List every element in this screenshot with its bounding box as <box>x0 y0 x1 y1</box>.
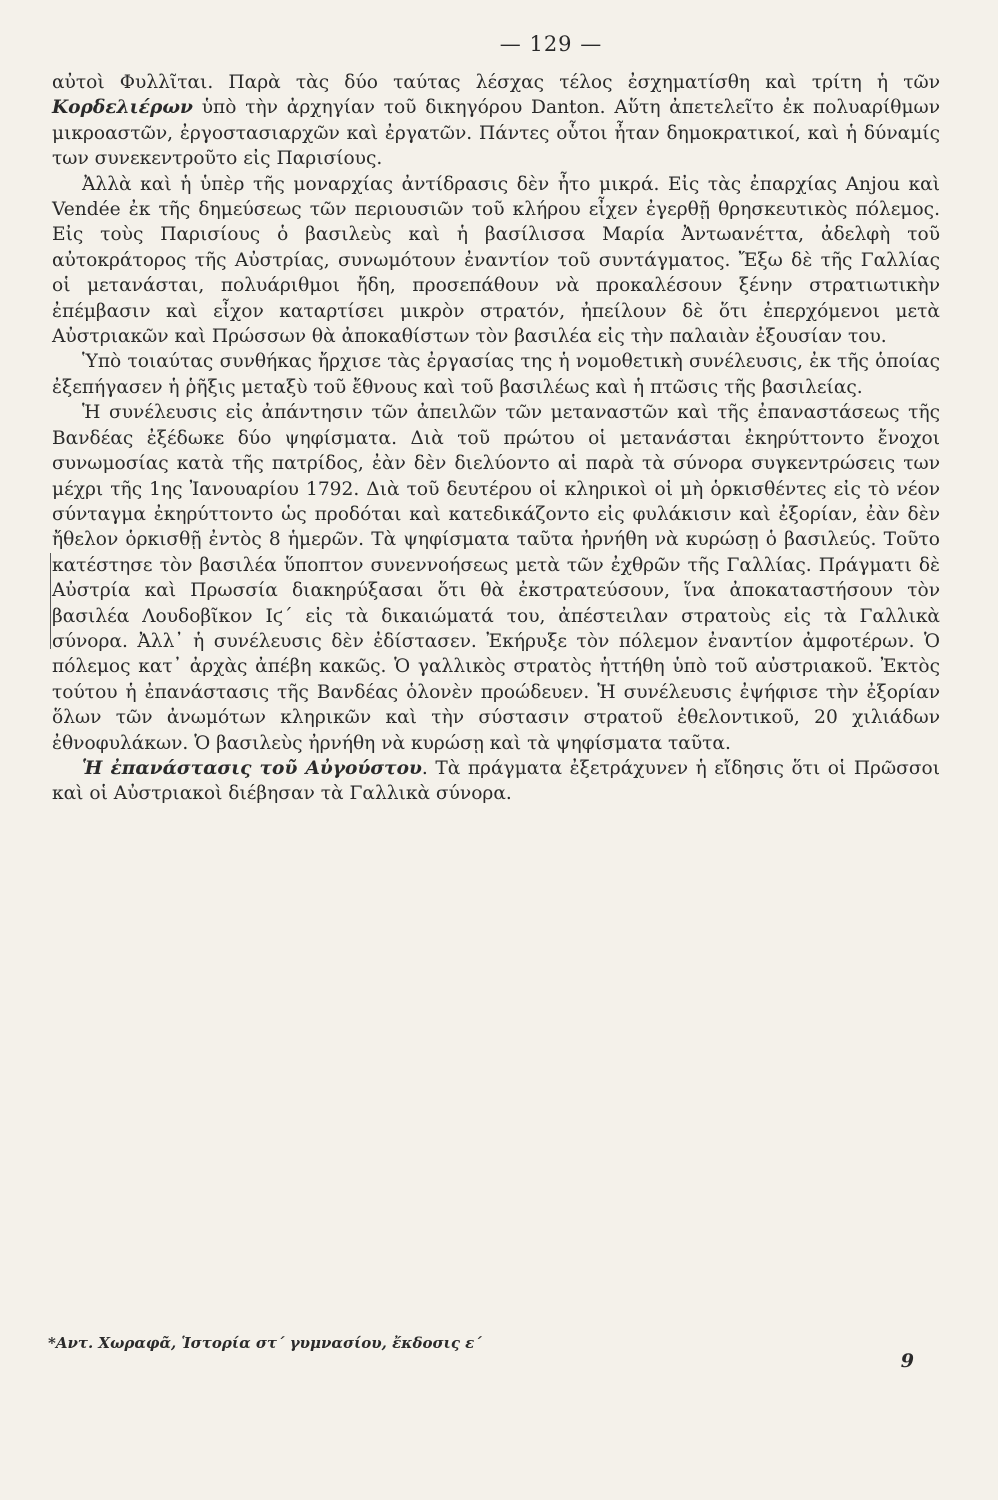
text-segment: Ἡ συνέλευσις εἰς ἀπάντησιν τῶν ἀπειλῶν τῶν μεταναστῶν καὶ τῆς ἐπαναστάσεως τῆς Βανδέας ἐξέδωκε δύο ψηφίσματα. Διὰ τοῦ πρώτου οἱ μετανάσται ἐκηρύττοντο ἔνοχοι συνωμοσίας κατὰ τῆς πατρίδος, ἐὰν δὲν διελύοντο αἱ παρὰ τὰ σύνορα συγκεντρώσεις των μέχρι τῆς 1ης Ἰανουαρίου 1792. Διὰ τοῦ δευτέρου οἱ κληρικοὶ οἱ μὴ ὁρκισθέντες εἰς τὸ νέον σύνταγμα ἐκηρύττοντο ὡς προδόται καὶ κατεδικάζοντο εἰς φυλάκισιν καὶ ἐξορίαν, ἐὰν δὲν ἤθελον ὁρκισθῇ ἐντὸς 8 ἡμερῶν. Τὰ ψηφίσματα ταῦτα ἠρνήθη νὰ κυρώσῃ ὁ βασιλεύς. Τοῦτο κατέστησε τὸν βασιλέα ὕποπτον συνεννοήσεως μετὰ τῶν ἐχθρῶν τῆς Γαλλίας. Πράγματι δὲ Αὐστρία καὶ Πρωσσία διακηρύξασαι ὅτι θὰ ἐκστρατεύσουν, ἵνα ἀποκαταστήσουν τὸν βασιλέα Λουδοβῖκον Ιϛ´ εἰς τὰ δικαιώματά του, ἀπέστειλαν στρατοὺς εἰς τὰ Γαλλικὰ σύνορα. Ἀλλ᾽ ἡ συνέλευσις δὲν ἐδίστασεν. Ἐκήρυξε τὸν πόλεμον ἐναντίον ἀμφοτέρων. Ὁ πόλεμος κατ᾽ ἀρχὰς ἀπέβη κακῶς. Ὁ γαλλικὸς στρατὸς ἡττήθη ὑπὸ τοῦ αὐστριακοῦ. Ἐκτὸς τούτου ἡ ἐπανάστασις τῆς Βανδέας ὁλονὲν προώδευεν. Ἡ συνέλευσις ἐψήφισε τὴν ἐξορίαν ὅλων τῶν ἀνωμότων κληρικῶν καὶ τὴν σύστασιν στρατοῦ ἐθελοντικοῦ, 20 χιλιάδων ἐθνοφυλάκων. Ὁ βασιλεὺς ἠρνήθη νὰ κυρώσῃ καὶ τὰ ψηφίσματα ταῦτα. <box>52 402 940 754</box>
page-footer <box>48 1334 938 1372</box>
emphasized-text: Κορδελιέρων <box>52 97 193 119</box>
margin-mark <box>50 553 51 649</box>
text-segment: . Τὰ πράγματα ἐξετράχυνεν ἡ εἴδησις ὅτι οἱ Πρῶσσοι καὶ οἱ Αὐστριακοὶ διέβησαν τὰ Γαλλικὰ σύνορα. <box>52 757 940 805</box>
footer-citation: *Αντ. Χωραφᾶ, Ἱστορία στ´ γυμνασίου, ἔκδοσις ε´ <box>48 1334 482 1352</box>
text-segment: αὐτοὶ Φυλλῖται. Παρὰ τὰς δύο ταύτας λέσχας τέλος ἐσχηματίσθη καὶ τρίτη ἡ τῶν <box>52 72 940 93</box>
text-segment: Ἀλλὰ καὶ ἡ ὑπὲρ τῆς μοναρχίας ἀντίδρασις δὲν ἦτο μικρά. Εἰς τὰς ἐπαρχίας Anjou καὶ Vendée ἐκ τῆς δημεύσεως τῶν περιουσιῶν τοῦ κλήρου εἶχεν ἐγερθῇ θρησκευτικὸς πόλεμος. Εἰς τοὺς Παρισίους ὁ βασιλεὺς καὶ ἡ βασίλισσα Μαρία Ἀντωανέττα, ἀδελφὴ τοῦ αὐτοκράτορος τῆς Αὐστρίας, συνωμότουν ἐναντίον τοῦ συντάγματος. Ἔξω δὲ τῆς Γαλλίας οἱ μετανάσται, πολυάριθμοι ἤδη, προσεπάθουν νὰ προκαλέσουν ξένην στρατιωτικὴν ἐπέμβασιν καὶ εἶχον καταρτίσει μικρὸν στρατόν, ἠπείλουν δὲ ὅτι ἐπερχόμενοι μετὰ Αὐστριακῶν καὶ Πρώσσων θὰ ἀποκαθίστων τὸν βασιλέα εἰς τὴν παλαιὰν ἐξουσίαν του. <box>52 173 940 348</box>
page-number: — 129 — <box>499 32 603 56</box>
paragraph <box>52 172 940 350</box>
printer-signature: 9 <box>900 1350 914 1372</box>
text-segment: Ὑπὸ τοιαύτας συνθήκας ἤρχισε τὰς ἐργασίας της ἡ νομοθετικὴ συνέλευσις, ἐκ τῆς ὁποίας ἐξεπήγασεν ἡ ῥῆξις μεταξὺ τοῦ ἔθνους καὶ τοῦ βασιλέως καὶ ἡ πτῶσις τῆς βασιλείας. <box>52 351 940 398</box>
emphasized-text: Ἡ ἐπανάστασις τοῦ Αὐγούστου <box>82 757 422 779</box>
paragraph <box>52 400 940 756</box>
paragraph <box>52 70 940 172</box>
text-segment: ὑπὸ τὴν ἀρχηγίαν τοῦ δικηγόρου Danton. Αὕτη ἀπετελεῖτο ἐκ πολυαρίθμων μικροαστῶν, ἐργοστασιαρχῶν καὶ ἐργατῶν. Πάντες οὗτοι ἦταν δημοκρατικοί, καὶ ἡ δύναμίς των συνεκεντροῦτο εἰς Παρισίους. <box>52 97 940 170</box>
paragraph <box>52 349 940 400</box>
paragraph <box>52 756 940 807</box>
body-text <box>52 70 940 807</box>
